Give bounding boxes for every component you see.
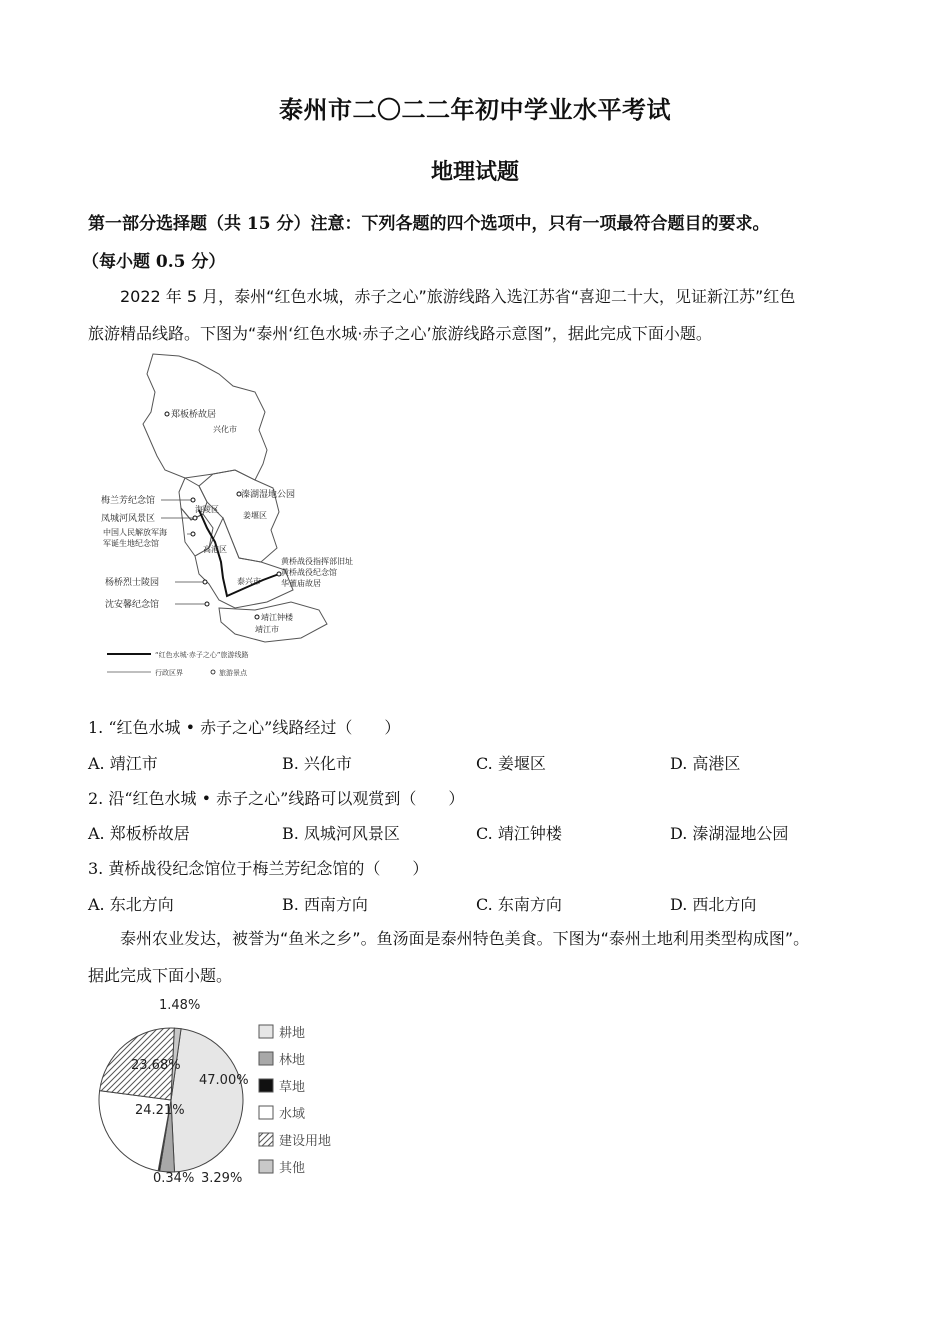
question-3-option-c[interactable]: C. 东南方向	[476, 895, 562, 914]
map-label-meilanfang: 梅兰芳纪念馆	[101, 496, 156, 506]
page-subtitle: 地理试题	[430, 159, 519, 185]
route-map	[95, 352, 375, 692]
question-1-option-b[interactable]: B. 兴化市	[282, 754, 352, 773]
site-marker-meilanfang	[191, 498, 195, 502]
intro-2-line-2: 据此完成下面小题。	[88, 966, 233, 985]
question-3-option-b[interactable]: B. 西南方向	[282, 895, 368, 914]
question-1-option-c[interactable]: C. 姜堰区	[476, 754, 546, 773]
site-marker-navy	[191, 532, 195, 536]
land-use-pie-chart	[95, 995, 355, 1190]
map-label-huangqiao-1: 黄桥战役指挥部旧址	[281, 557, 353, 566]
map-label-taixing: 泰兴市	[237, 577, 261, 586]
map-label-jingjiang: 靖江市	[255, 625, 279, 634]
question-1-option-d[interactable]: D. 高港区	[670, 754, 741, 773]
legend-boundary-label: 行政区界	[155, 669, 183, 677]
section-header: 第一部分选择题（共 15 分）注意：下列各题的四个选项中，只有一项最符合题目的要求。	[88, 214, 770, 234]
legend-site-label: 旅游景点	[219, 669, 247, 677]
map-label-zhengbanqiao: 郑板桥故居	[171, 410, 217, 420]
map-label-qinhu: 溱湖湿地公园	[241, 490, 296, 500]
pie-slice-0	[171, 1029, 243, 1172]
intro-1-line-1: 2022 年 5 月，泰州“红色水城，赤子之心”旅游线路入选江苏省“喜迎二十大，见证新江苏”红色	[120, 287, 796, 306]
map-label-hailing: 海陵区	[195, 505, 219, 514]
map-label-huangqiao-3: 华董庙故居	[281, 579, 321, 588]
legend-label-1: 林地	[279, 1053, 306, 1068]
legend-swatch-0	[259, 1025, 273, 1038]
pie-label-0: 47.00%	[199, 1073, 249, 1088]
question-2-option-a[interactable]: A. 郑板桥故居	[88, 824, 190, 843]
site-marker-fengcheng	[193, 516, 197, 520]
question-1-stem: 1. “红色水城 • 赤子之心”线路经过（ ）	[88, 718, 401, 737]
map-label-yangqiao: 杨桥烈士陵园	[105, 578, 160, 588]
map-label-zhonglou: 靖江钟楼	[261, 613, 293, 622]
question-2-option-b[interactable]: B. 凤城河风景区	[282, 824, 400, 843]
pie-label-2: 0.34%	[153, 1171, 195, 1186]
legend-swatch-5	[259, 1160, 273, 1173]
pie-label-3: 24.21%	[135, 1103, 185, 1118]
map-label-fengcheng: 凤城河风景区	[101, 514, 156, 524]
legend-label-4: 建设用地	[279, 1134, 332, 1149]
map-legend	[107, 650, 248, 677]
question-2-option-c[interactable]: C. 靖江钟楼	[476, 824, 562, 843]
legend-label-3: 水域	[279, 1107, 306, 1122]
pie-label-4: 23.68%	[131, 1058, 181, 1073]
intro-2-line-1: 泰州农业发达，被誉为“鱼米之乡”。鱼汤面是泰州特色美食。下图为“泰州土地利用类型构成图”。	[120, 929, 810, 948]
map-label-huangqiao-2: 黄桥战役纪念馆	[281, 568, 337, 577]
site-marker-zhengbanqiao	[165, 412, 169, 416]
question-3-option-a[interactable]: A. 东北方向	[88, 895, 174, 914]
section-note: （每小题 0.5 分）	[82, 252, 226, 272]
intro-1-line-2: 旅游精品线路。下图为“泰州‘红色水城·赤子之心’旅游线路示意图”，据此完成下面小题。	[88, 324, 712, 343]
map-label-xinghua: 兴化市	[213, 425, 237, 434]
site-marker-zhonglou	[255, 615, 259, 619]
question-1-option-a[interactable]: A. 靖江市	[88, 754, 158, 773]
legend-label-2: 草地	[279, 1080, 306, 1095]
question-2-stem: 2. 沿“红色水城 • 赤子之心”线路可以观赏到（ ）	[88, 789, 465, 808]
legend-swatch-4	[259, 1133, 273, 1146]
question-3-option-d[interactable]: D. 西北方向	[670, 895, 757, 914]
site-marker-yangqiao	[203, 580, 207, 584]
legend-swatch-1	[259, 1052, 273, 1065]
map-label-navy-2: 军诞生地纪念馆	[103, 539, 159, 548]
map-label-shenanbing: 沈安馨纪念馆	[105, 600, 160, 610]
legend-route-label: “红色水城·赤子之心”旅游线路	[155, 651, 249, 659]
question-2-option-d[interactable]: D. 溱湖湿地公园	[670, 824, 789, 843]
legend-label-0: 耕地	[279, 1026, 306, 1041]
site-marker-shenanbing	[205, 602, 209, 606]
map-label-navy: 中国人民解放军海	[103, 528, 167, 537]
pie-label-5: 1.48%	[159, 998, 201, 1013]
legend-swatch-2	[259, 1079, 273, 1092]
question-3-stem: 3. 黄桥战役纪念馆位于梅兰芳纪念馆的（ ）	[88, 859, 429, 878]
pie-label-1: 3.29%	[201, 1171, 243, 1186]
legend-label-5: 其他	[279, 1161, 306, 1176]
map-label-jiangyan: 姜堰区	[243, 511, 267, 520]
map-label-gaogang: 高港区	[203, 545, 227, 554]
page-title: 泰州市二〇二二年初中学业水平考试	[279, 95, 671, 124]
legend-swatch-3	[259, 1106, 273, 1119]
